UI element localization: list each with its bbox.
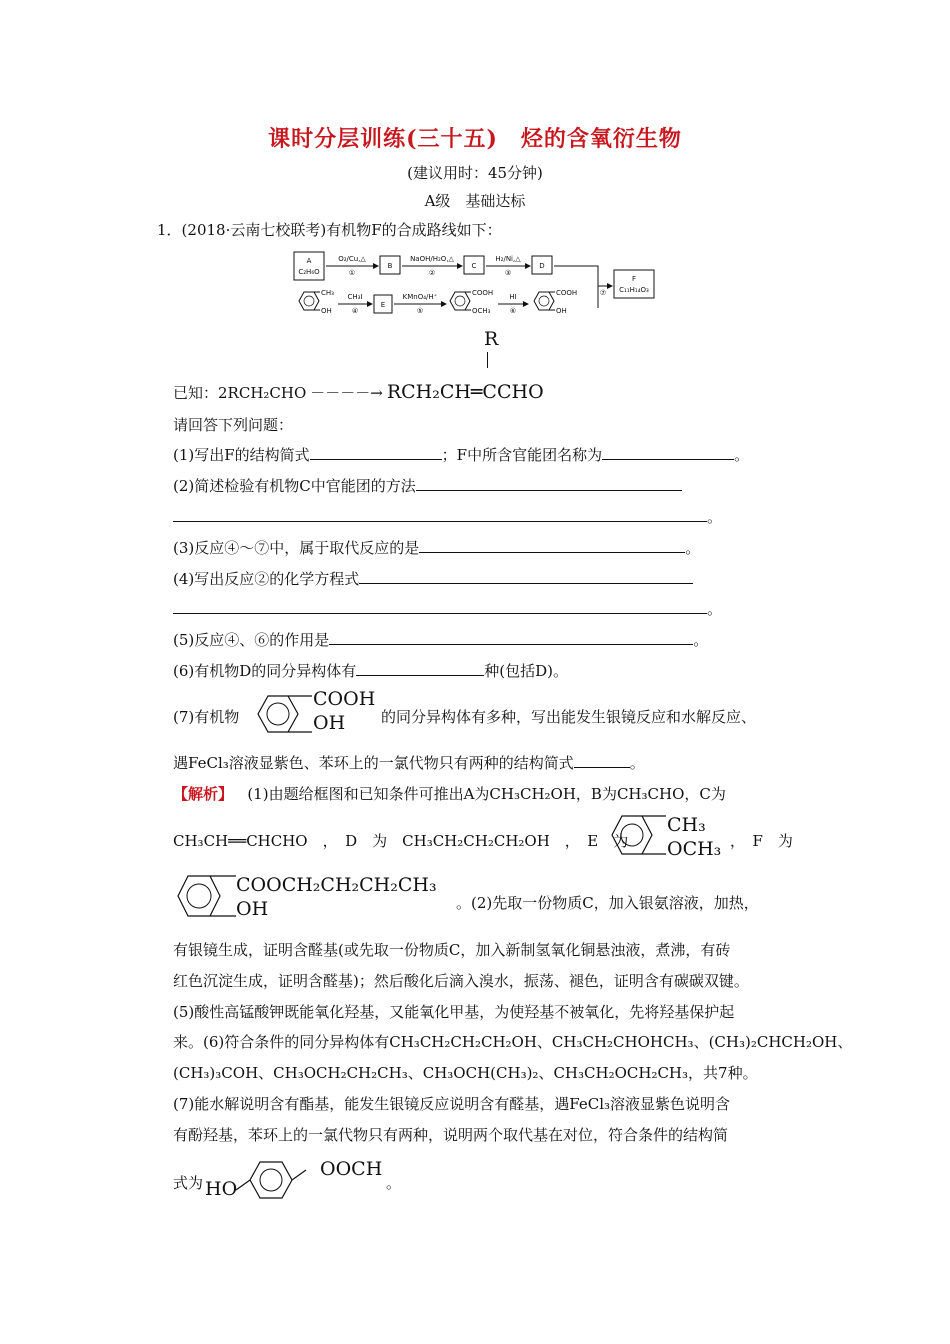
analysis-line-9: (7)能水解说明含有酯基，能发生银镜反应说明含有醛基，遇FeCl₃溶液显紫色说明含 <box>173 1095 731 1113</box>
question-intro: 1．(2018·云南七校联考)有机物F的合成路线如下： <box>157 221 502 239</box>
r4-condition: CH₃I <box>347 293 363 301</box>
known-arrow: －－－－→ <box>310 384 383 402</box>
r6-number: ⑥ <box>509 307 517 315</box>
known-r-group: R <box>484 328 499 350</box>
analysis-line-4: 有银镜生成，证明含醛基(或先取一份物质C，加入新制氢氧化铜悬浊液，煮沸，有砖 <box>173 941 731 959</box>
f-ester-chain: COOCH₂CH₂CH₂CH₃ <box>236 874 437 896</box>
r5-condition: KMnO₄/H⁺ <box>402 293 438 301</box>
question-7-label: (7)有机物 <box>173 708 240 726</box>
s3-cooh: COOH <box>556 289 578 297</box>
known-reaction <box>173 381 544 403</box>
box-d-label: D <box>539 262 545 270</box>
e-och3: OCH₃ <box>667 838 722 860</box>
answer-ho: HO <box>205 1178 238 1200</box>
box-a-formula: C₂H₆O <box>298 268 320 276</box>
question-7-cont: 遇FeCl₃溶液显紫色、苯环上的一氯代物只有两种的结构简式 。 <box>173 754 645 772</box>
analysis-f-label: ， F 为 <box>730 832 793 850</box>
suggested-time: (建议用时：45分钟) <box>407 164 543 182</box>
q7-cooh: COOH <box>313 688 376 710</box>
answer-blank-7[interactable] <box>574 753 630 768</box>
benzene-ring-2 <box>450 292 471 310</box>
question-6: (6)有机物D的同分异构体有 种(包括D)。 <box>173 662 569 680</box>
r3-condition: H₂/Ni,△ <box>495 255 521 263</box>
known-product: RCH₂CH═CCHO <box>386 381 544 403</box>
answer-blank-6[interactable] <box>356 661 484 676</box>
question-2-cont: 。 <box>173 506 722 527</box>
question-3: (3)反应④～⑦中，属于取代反应的是 。 <box>173 539 701 557</box>
answer-formate: OOCH <box>320 1158 383 1180</box>
box-b-label: B <box>387 262 393 270</box>
r3-number: ③ <box>504 269 512 277</box>
question-5: (5)反应④、⑥的作用是 。 <box>173 631 709 649</box>
question-7-text: 的同分异构体有多种，写出能发生银镜反应和水解反应、 <box>381 708 757 726</box>
r7-number: ⑦ <box>599 289 607 297</box>
s2-och3: OCH₃ <box>472 307 491 315</box>
r2-condition: NaOH/H₂O,△ <box>410 255 454 263</box>
r5-number: ⑤ <box>416 307 424 315</box>
r6-condition: HI <box>509 293 517 301</box>
answer-blank-2b[interactable] <box>173 507 707 522</box>
analysis-label: 【解析】 <box>173 785 234 803</box>
analysis-line-2: CH₃CH══CHCHO ， D 为 CH₃CH₂CH₂CH₂OH ， E 为 <box>173 832 629 850</box>
answer-blank-1a[interactable] <box>310 445 442 460</box>
answer-benzene-ring <box>236 1154 326 1206</box>
box-a-label: A <box>306 257 312 265</box>
r1-number: ① <box>348 269 356 277</box>
answer-blank-3[interactable] <box>419 538 685 553</box>
e-ch3: CH₃ <box>667 814 706 836</box>
analysis-line-6: (5)酸性高锰酸钾既能氧化羟基，又能氧化甲基，为使羟基不被氧化，先将羟基保护起 <box>173 1003 735 1021</box>
box-f-label: F <box>631 275 637 283</box>
s1-oh: OH <box>321 307 332 315</box>
e-benzene-ring <box>606 810 668 860</box>
answer-blank-1b[interactable] <box>602 445 734 460</box>
analysis-line-8: (CH₃)₃COH、CH₃OCH₂CH₂CH₃、CH₃OCH(CH₃)₂、CH₃CH₂OCH₂CH₃，共7种。 <box>173 1064 758 1082</box>
synthesis-scheme <box>290 246 670 324</box>
s1-ch3: CH₃ <box>321 289 334 297</box>
box-f-formula: C₁₁H₁₄O₃ <box>619 286 649 294</box>
analysis-line-10: 有酚羟基，苯环上的一氯代物只有两种，说明两个取代基在对位，符合条件的结构简 <box>173 1126 729 1144</box>
s3-oh: OH <box>556 307 567 315</box>
r1-condition: O₂/Cu,△ <box>338 255 366 263</box>
answer-blank-4b[interactable] <box>173 599 707 614</box>
q7-benzene-ring <box>250 690 316 738</box>
r2-number: ② <box>428 269 436 277</box>
analysis-line-1: 【解析】 (1)由题给框图和已知条件可推出A为CH₃CH₂OH，B为CH₃CHO，C为 <box>173 785 726 803</box>
page-title: 课时分层训练(三十五) 烃的含氧衍生物 <box>268 126 682 152</box>
r4-number: ④ <box>351 307 359 315</box>
f-benzene-ring <box>172 870 238 922</box>
answer-end: 。 <box>386 1174 402 1192</box>
answer-blank-4a[interactable] <box>359 569 693 584</box>
analysis-line-5: 红色沉淀生成，证明含醛基)；然后酸化后滴入溴水，振荡、褪色，证明含有碳碳双键。 <box>173 972 749 990</box>
benzene-ring-3 <box>534 292 555 310</box>
answer-blank-2a[interactable] <box>416 476 682 491</box>
question-4-cont: 。 <box>173 598 722 619</box>
analysis-line-11: 式为 <box>173 1174 204 1192</box>
question-2: (2)简述检验有机物C中官能团的方法 <box>173 475 682 496</box>
f-oh: OH <box>236 898 269 920</box>
analysis-line-7: 来。(6)符合条件的同分异构体有CH₃CH₂CH₂CH₂OH、CH₃CH₂CHOHCH₃、(CH₃)₂CHCH₂OH、 <box>173 1033 853 1051</box>
benzene-ring-1 <box>299 292 320 310</box>
box-e-label: E <box>380 301 386 309</box>
known-r-bond <box>487 352 488 368</box>
question-1: (1)写出F的结构简式 ；F中所含官能团名称为 。 <box>173 446 750 464</box>
answer-blank-5[interactable] <box>329 630 693 645</box>
known-reactant: 已知：2RCH₂CHO <box>173 384 307 402</box>
box-c-label: C <box>471 262 477 270</box>
q7-oh: OH <box>313 712 346 734</box>
level-heading: A级 基础达标 <box>424 192 526 210</box>
question-4: (4)写出反应②的化学方程式 <box>173 568 693 589</box>
please-answer: 请回答下列问题： <box>173 416 294 434</box>
s2-cooh: COOH <box>472 289 494 297</box>
analysis-line-3: 。(2)先取一份物质C，加入银氨溶液，加热， <box>456 894 759 912</box>
